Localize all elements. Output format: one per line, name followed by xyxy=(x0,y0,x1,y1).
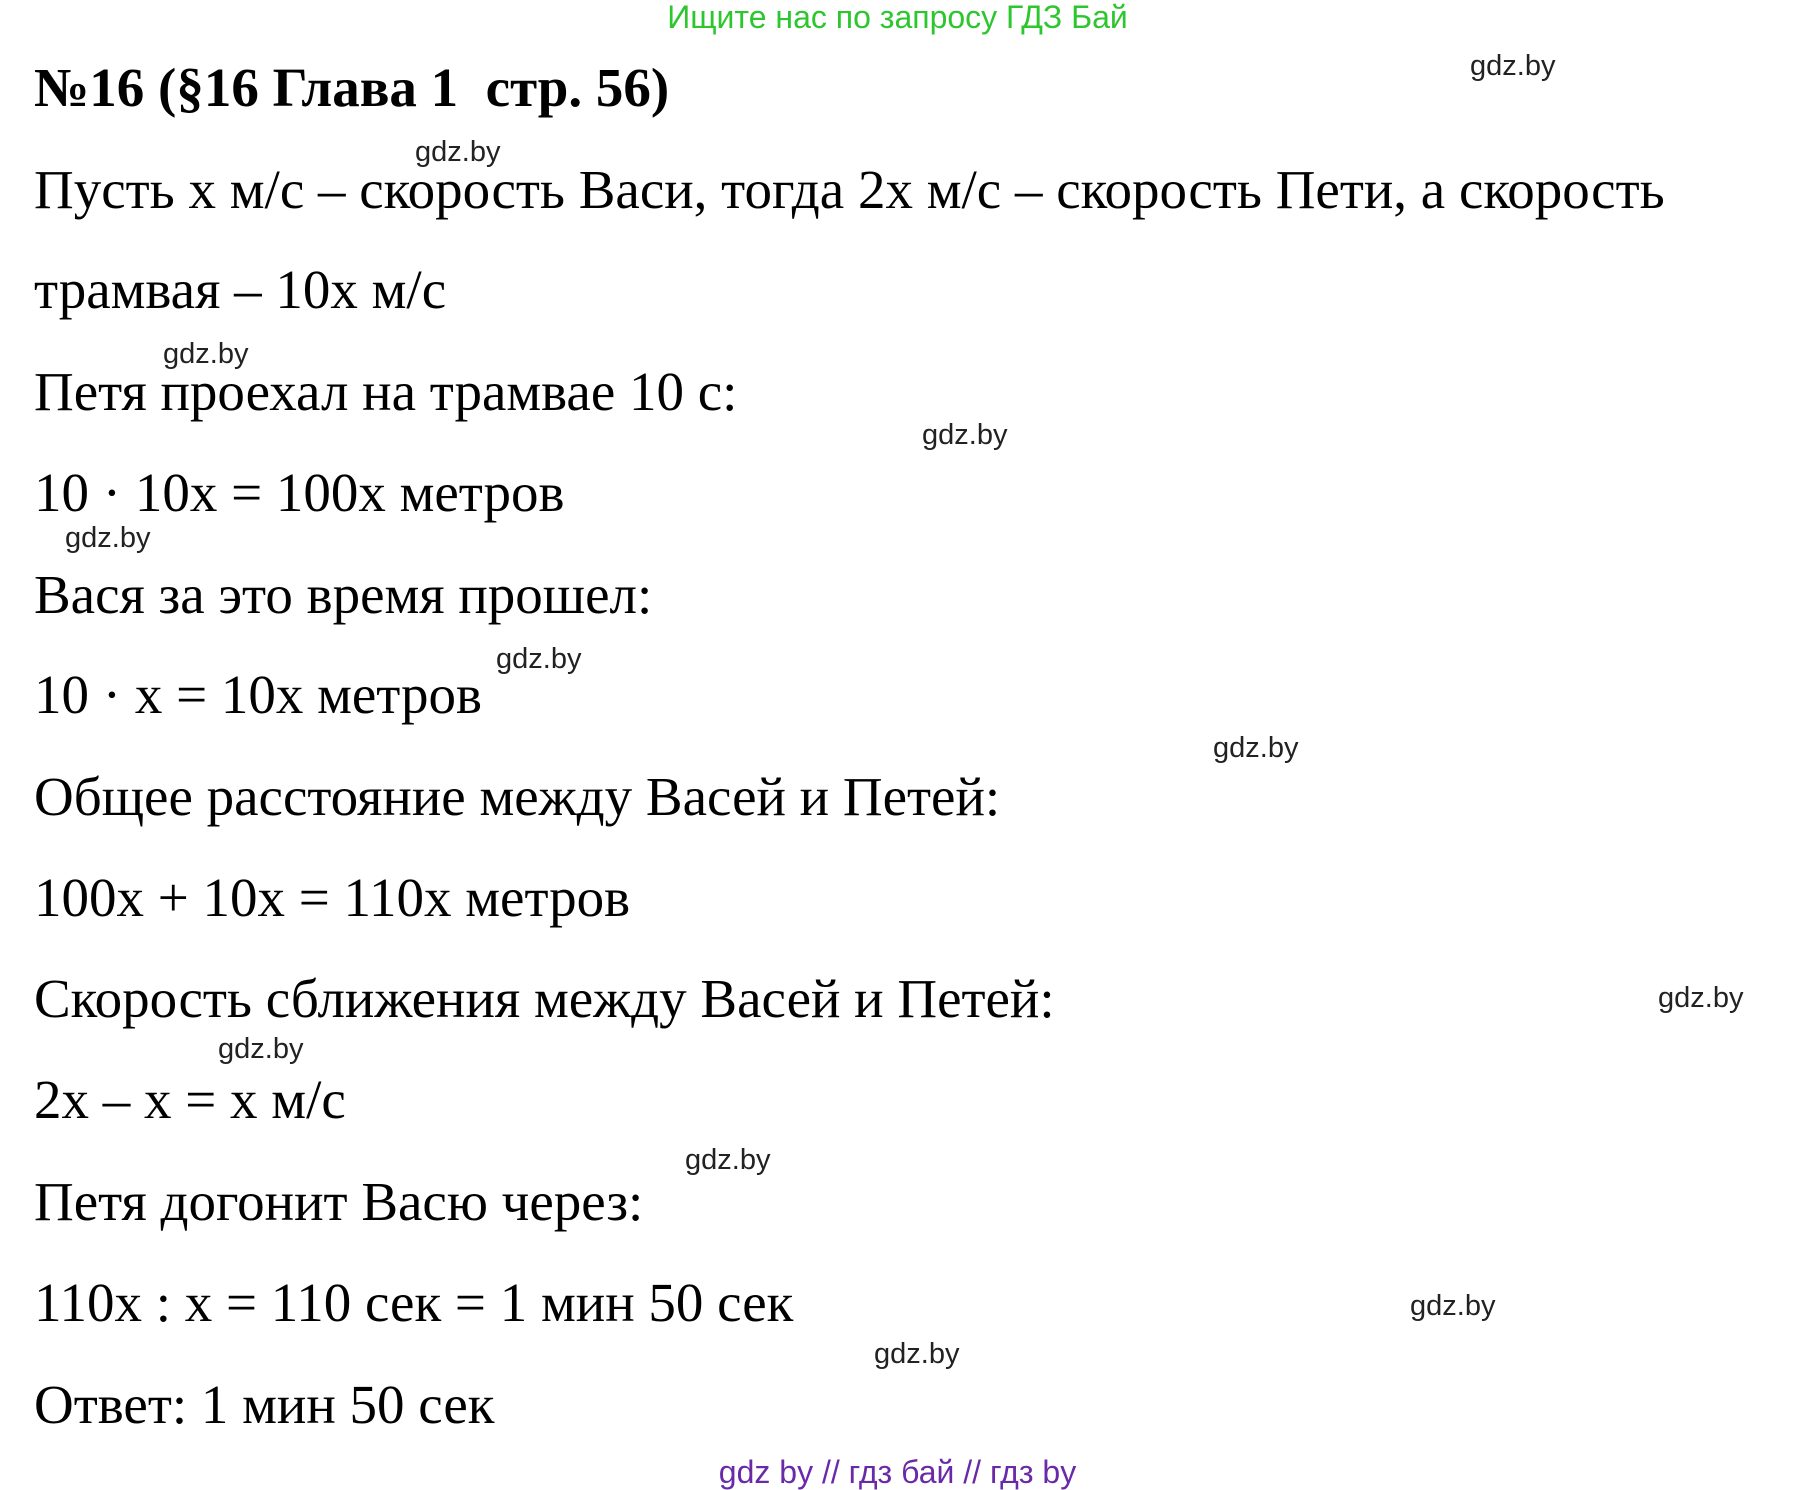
watermark: gdz.by xyxy=(685,1144,771,1176)
solution-line-9: Скорость сближения между Васей и Петей: xyxy=(34,968,1055,1029)
watermark: gdz.by xyxy=(65,522,151,554)
solution-line-2: трамвая – 10x м/с xyxy=(34,259,447,320)
solution-line-4: 10 · 10x = 100x метров xyxy=(34,462,565,523)
watermark: gdz.by xyxy=(1658,982,1744,1014)
watermark: gdz.by xyxy=(163,338,249,370)
footer-links: gdz by // гдз бай // гдз by xyxy=(718,1454,1077,1490)
watermark: gdz.by xyxy=(415,136,501,168)
solution-line-5: Вася за это время прошел: xyxy=(34,564,653,625)
watermark: gdz.by xyxy=(1410,1290,1496,1322)
answer-line: Ответ: 1 мин 50 сек xyxy=(34,1374,495,1435)
solution-line-3: Петя проехал на трамвае 10 с: xyxy=(34,361,738,422)
solution-line-1: Пусть x м/с – скорость Васи, тогда 2x м/с – скорость Пети, а скорость xyxy=(34,159,1665,220)
solution-line-7: Общее расстояние между Васей и Петей: xyxy=(34,766,1001,827)
watermark: gdz.by xyxy=(1213,732,1299,764)
solution-line-8: 100x + 10x = 110x метров xyxy=(34,867,631,928)
watermark: gdz.by xyxy=(1470,50,1556,82)
watermark: gdz.by xyxy=(218,1033,304,1065)
solution-line-11: Петя догонит Васю через: xyxy=(34,1171,644,1232)
page-title: №16 (§16 Глава 1 стр. 56) xyxy=(34,57,670,118)
watermark: gdz.by xyxy=(922,419,1008,451)
header-banner: Ищите нас по запросу ГДЗ Бай xyxy=(667,0,1128,35)
solution-line-12: 110x : x = 110 сек = 1 мин 50 сек xyxy=(34,1272,794,1333)
solution-line-10: 2x – x = x м/с xyxy=(34,1069,346,1130)
watermark: gdz.by xyxy=(874,1338,960,1370)
watermark: gdz.by xyxy=(496,643,582,675)
solution-line-6: 10 · x = 10x метров xyxy=(34,664,482,725)
